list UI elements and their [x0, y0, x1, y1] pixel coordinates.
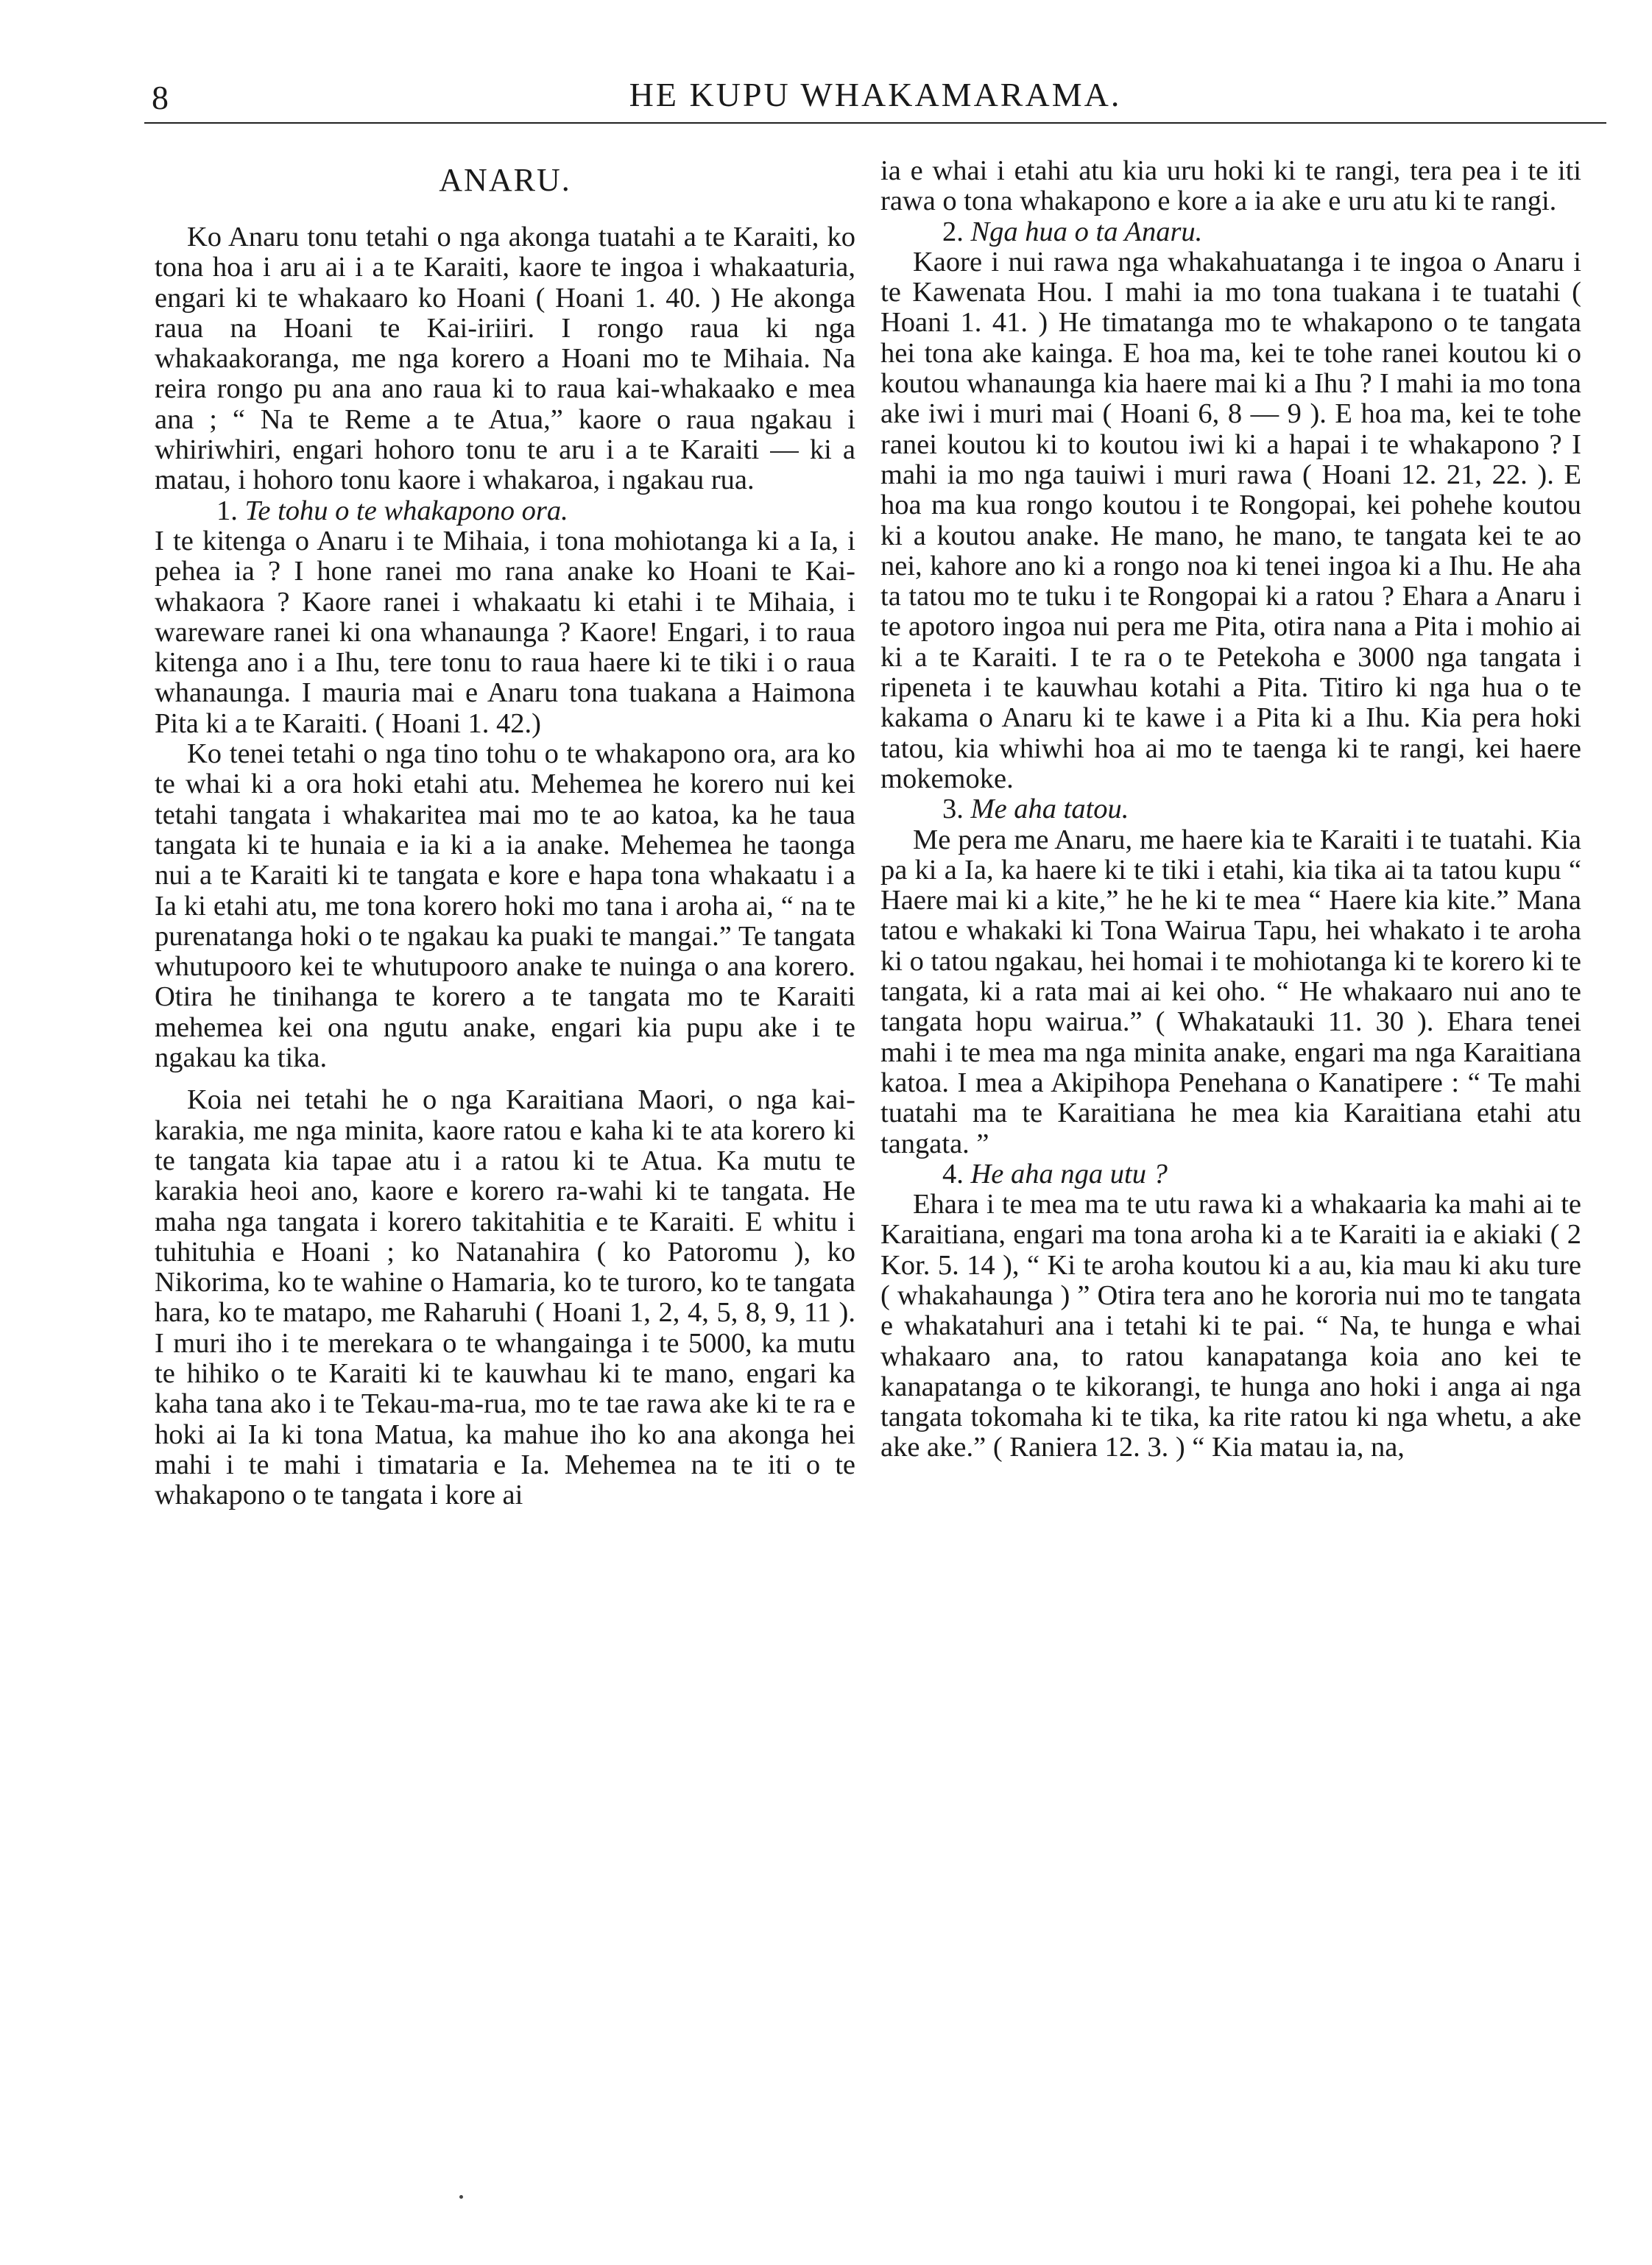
section-number: 2.	[942, 216, 964, 247]
section-heading	[155, 496, 855, 526]
page-number: 8	[152, 79, 169, 116]
section-heading	[880, 794, 1581, 824]
section-number: 3.	[942, 794, 964, 825]
paragraph: Ko tenei tetahi o nga tino tohu o te whakapono ora, ara ko te whai ki a ora hoki etahi atu. Mehemea he korero nui kei tetahi tangata i whakaritea mai mo te ao katoa, ka he taua tangata ki te hunaia e ia ki a ia anake. Mehemea he taonga nui a te Karaiti ki te tangata e kore e hapa tona whakaatu i a Ia ki etahi atu, me tona korero hoki mo tana i aroha ai, “ na te purenatanga hoki o te ngakau ka puaki te mangai.” Te tangata whutupooro kei te whutupooro anake te nuinga o ana korero. Otira he tinihanga te korero a te tangata mo te Karaiti mehemea kei ona ngutu anake, engari kia pupu ake i te ngakau ka tika.	[155, 738, 855, 1074]
section-title: Me aha tatou.	[970, 794, 1129, 825]
section-heading	[880, 1159, 1581, 1190]
section-number: 1.	[216, 495, 238, 526]
paragraph: Ko Anaru tonu tetahi o nga akonga tuatahi a te Karaiti, ko tona hoa i aru ai i a te Karaiti, kaore te ingoa i whakaaturia, engari ki te whakaaro ko Hoani ( Hoani 1. 40. ) He akonga raua na Hoani te Kai-iriiri. I rongo raua ki nga whakaakoranga, me nga korero a Hoani mo te Mihaia. Na reira rongo pu ana ano raua ki to raua kai-whakaako e mea ana ; “ Na te Reme a te Atua,” kaore o raua ngakau i whiriwhiri, engari hohoro tonu te aru i a te Karaiti — ki a matau, i hohoro tonu kaore i whakaroa, i ngakau rua.	[155, 222, 855, 496]
section-number: 4.	[942, 1158, 964, 1190]
header-rule	[144, 122, 1606, 124]
paragraph: Kaore i nui rawa nga whakahuatanga i te ingoa o Anaru i te Kawenata Hou. I mahi ia mo tona tuakana i te tuatahi ( Hoani 1. 41. ) He timatanga mo te whakapono o te tangata hei tona ake kainga. E hoa ma, kei te tohe ranei koutou ki o koutou whanaunga kia haere mai ki a Ihu ? I mahi ia mo tona ake iwi i muri mai ( Hoani 6, 8 — 9 ). E hoa ma, kei te tohe ranei koutou ki to koutou iwi ki a hapai i te whakapono ? I mahi ia mo nga tauiwi i muri rawa ( Hoani 12. 21, 22. ). E hoa ma kua rongo koutou i te Rongopai, kei pohehe koutou ki a koutou anake. He mano, he mano, te tangata kei te ao nei, kahore ano ki a rongo noa ki tenei ingoa ki a Ihu. He aha ta tatou mo te tuku i te Rongopai ki a ratou ? Ehara a Anaru i te apotoro ingoa nui pera me Pita, otira nana a Pita i mohio ai ki a te Karaiti. I te ra o te Petekoha e 3000 nga tangata i ripeneta i te kauwhau kotahi a Pita. Titiro ki nga hua o te kakama o Anaru ki te kawe i a Pita ki a Ihu. Kia pera hoki tatou, kia whiwhi hoa ai mo te taenga ki te rangi, kei haere mokemoke.	[880, 246, 1581, 794]
section-title: Te tohu o te whakapono ora.	[244, 495, 568, 526]
section-title: He aha nga utu ?	[970, 1158, 1168, 1190]
paragraph: ia e whai i etahi atu kia uru hoki ki te rangi, tera pea i te iti rawa o tona whakapono e kore a ia ake e uru atu ki te rangi.	[880, 155, 1581, 217]
left-column	[155, 156, 855, 1510]
section-heading	[880, 217, 1581, 247]
ink-speck	[459, 2195, 463, 2199]
article-heading: ANARU.	[439, 162, 571, 198]
paragraph: Me pera me Anaru, me haere kia te Karaiti i te tuatahi. Kia pa ki a Ia, ka haere ki te tiki i etahi, kia tika ai ta tatou kupu “ Haere mai ki a kite,” he he ki te mea “ Haere kia kite.” Mana tatou e whakaki ki Tona Wairua Tapu, hei whakato i te aroha ki o tatou ngakau, hei homai i te mohiotanga ki te korero ki te tangata, ki a rata mai ai kei oho. “ He whakaaro nui ano te tangata hopu wairua.” ( Whakatauki 11. 30 ). Ehara tenei mahi i te mea ma nga minita anake, engari ma nga Karaitiana katoa. I mea a Akipihopa Penehana o Kanatipere : “ Te mahi tuatahi ma te Karaitiana he mea kia Karaitiana etahi atu tangata. ”	[880, 824, 1581, 1159]
section-title: Nga hua o ta Anaru.	[970, 216, 1203, 247]
paragraph: I te kitenga o Anaru i te Mihaia, i tona mohiotanga ki a Ia, i pehea ia ? I hone ranei mo rana anake ko Hoani te Kai-whakaora ? Kaore ranei i whakaatu ki etahi i te Mihaia, i wareware ranei ki ona whanaunga ? Kaore! Engari, i to raua kitenga ano i a Ihu, tere tonu to raua haere ki te tiki i o raua whanaunga. I mauria mai e Anaru tona tuakana a Haimona Pita ki a te Karaiti. ( Hoani 1. 42.)	[155, 525, 855, 739]
paragraph: Ehara i te mea ma te utu rawa ki a whakaaria ka mahi ai te Karaitiana, engari ma tona aroha ki a te Karaiti ia e akiaki ( 2 Kor. 5. 14 ), “ Ki te aroha koutou ki a au, kia mau ki aku ture ( whakahaunga ) ” Otira tera ano he kororia nui mo te tangata e whakatahuri ana i tetahi ki te pai. “ Na, te hunga e whai whakaaro ana, to ratou kanapatanga koia ano kei te kanapatanga o te kikorangi, te hunga ano hoki i anga ai nga tangata tokomaha ki te tika, ka rite ratou ki nga whetu, a ake ake ake.” ( Raniera 12. 3. ) “ Kia matau ia, na,	[880, 1189, 1581, 1463]
paragraph: Koia nei tetahi he o nga Karaitiana Maori, o nga kai-karakia, me nga minita, kaore ratou e kaha ki te ata korero ki te tangata kia tapae atu i a ratou ki te Atua. Ka mutu te karakia heoi ano, kaore e korero ra-wahi ki te tangata. He maha nga tangata i korero takitahitia e te Karaiti. E whitu i tuhituhia e Hoani ; ko Natanahira ( ko Patoromu ), ko Nikorima, ko te wahine o Hamaria, ko te turoro, ko te tangata hara, ko te matapo, me Raharuhi ( Hoani 1, 2, 4, 5, 8, 9, 11 ). I muri iho i te merekara o te whangainga i te 5000, ka mutu te hihiko o te Karaiti ki te kauwhau ki te mano, engari ka kaha tana ako i te Tekau-ma-rua, mo te tae rawa ake ki te ra e hoki ai Ia ki tona Matua, ka mahue iho ko ana akonga hei mahi i te mahi i timataria e Ia. Mehemea na te iti o te whakapono o te tangata i kore ai	[155, 1084, 855, 1511]
right-column	[880, 156, 1581, 1463]
page-header	[144, 71, 1606, 124]
running-title: HE KUPU WHAKAMARAMA.	[629, 76, 1122, 113]
